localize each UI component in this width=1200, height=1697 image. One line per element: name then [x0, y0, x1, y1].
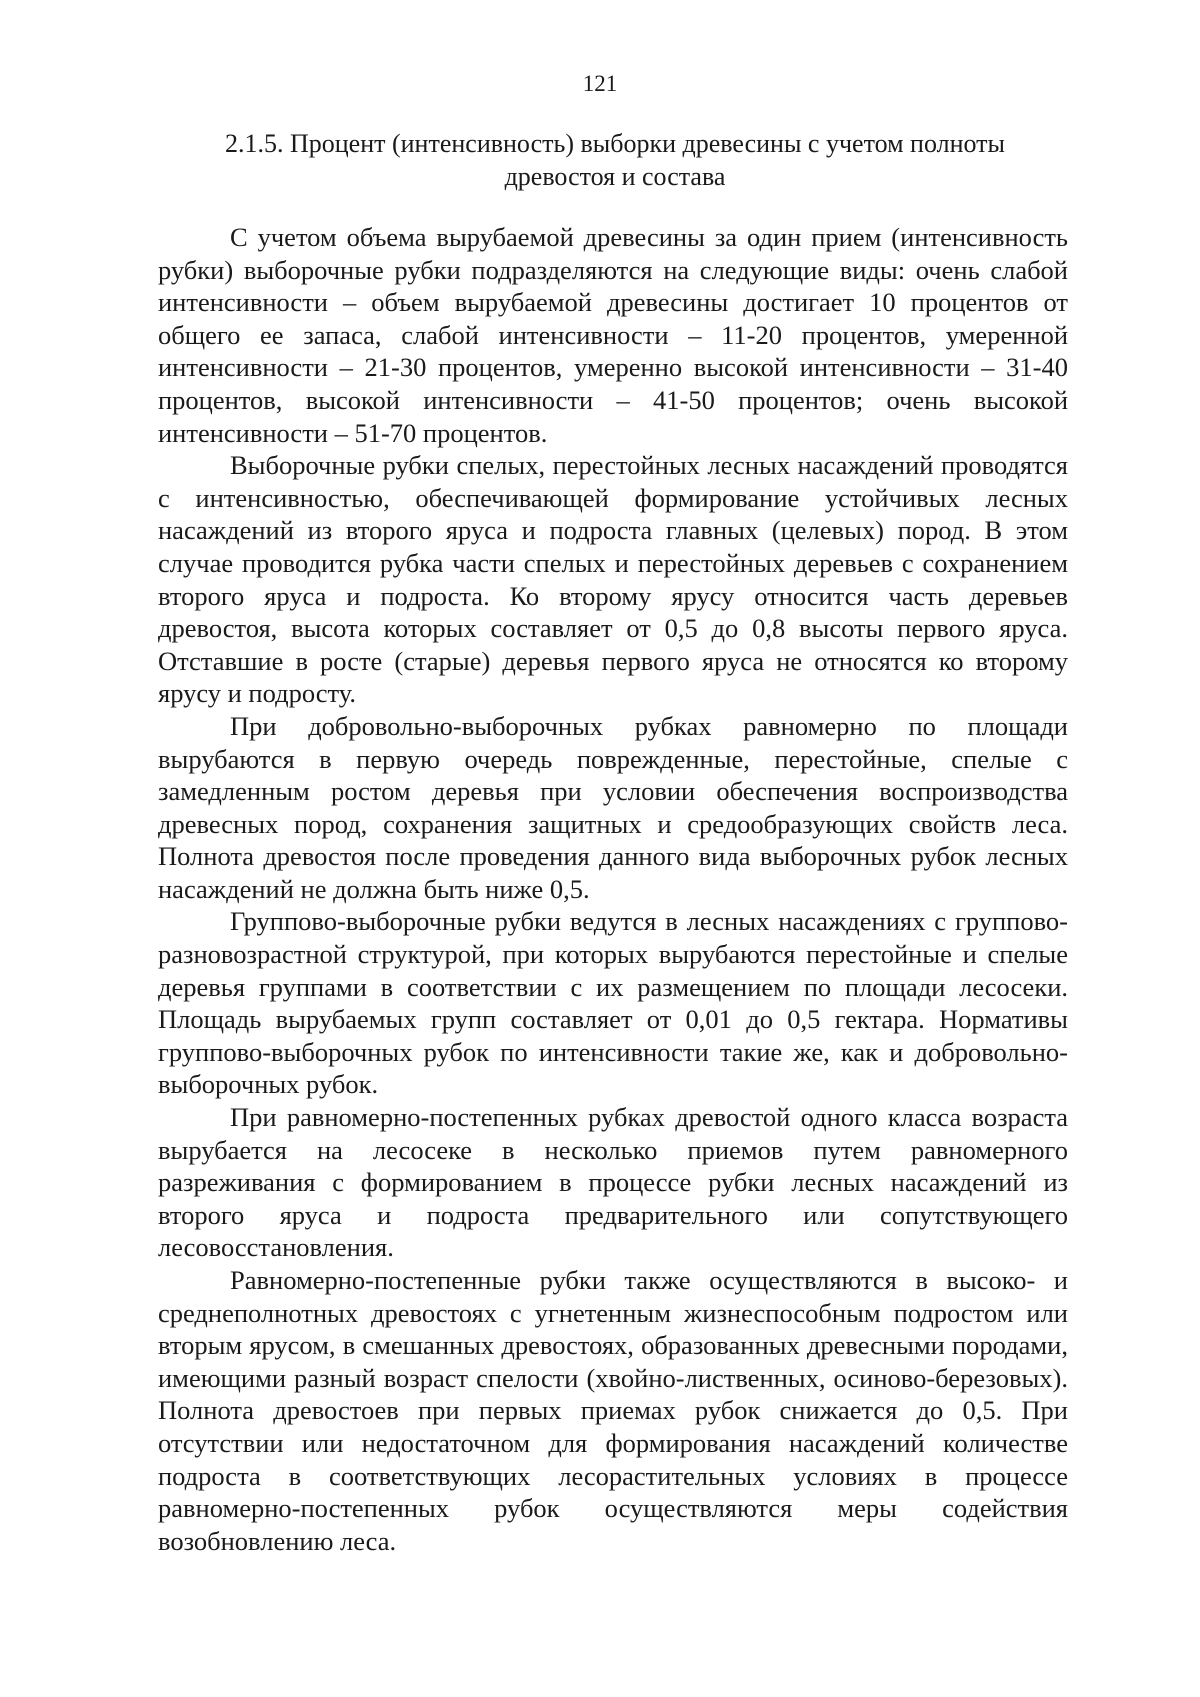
- paragraph-voluntary-selective: При добровольно-выборочных рубках равномерно по площади вырубаются в первую очередь поврежденные, перестойные, спелые с замедленным ростом деревья при условии обеспечения воспроизводства древесных пород, сохранения защитных и средообразующих свойств леса. Полнота древостоя после проведения данного вида выборочных рубок лесных насаждений не должна быть ниже 0,5.: [158, 710, 1068, 904]
- paragraph-uniform-gradual-mixed: Равномерно-постепенные рубки также осуществляются в высоко- и среднеполнотных древостоях с угнетенным жизнеспособным подростом или вторым ярусом, в смешанных древостоях, образованных древесными породами, имеющими разный возраст спелости (хвойно-лиственных, осиново-березовых). Полнота древостоев при первых приемах рубок снижается до 0,5. При отсутствии или недостаточном для формирования насаждений количестве подроста в соответствующих лесорастительных условиях в процессе равномерно-постепенных рубок осуществляются меры содействия возобновлению леса.: [158, 1265, 1068, 1556]
- paragraph-intensity-types: С учетом объема вырубаемой древесины за один прием (интенсивность рубки) выборочные рубки подразделяются на следующие виды: очень слабой интенсивности – объем вырубаемой древесины достигает 10 процентов от общего ее запаса, слабой интенсивности – 11-20 процентов, умеренной интенсивности – 21-30 процентов, умеренно высокой интенсивности – 31-40 процентов, высокой интенсивности – 41-50 процентов; очень высокой интенсивности – 51-70 процентов.: [158, 222, 1068, 448]
- body-text: [158, 221, 1068, 1557]
- paragraph-uniform-gradual: При равномерно-постепенных рубках древостой одного класса возраста вырубается на лесосеке в несколько приемов путем равномерного разреживания с формированием в процессе рубки лесных насаждений из второго яруса и подроста предварительного или сопутствующего лесовосстановления.: [158, 1102, 1068, 1263]
- section-heading: 2.1.5. Процент (интенсивность) выборки древесины с учетом полноты древостоя и состава: [224, 129, 1006, 191]
- paragraph-mature-stands: Выборочные рубки спелых, перестойных лесных насаждений проводятся с интенсивностью, обеспечивающей формирование устойчивых лесных насаждений из второго яруса и подроста главных (целевых) пород. В этом случае проводится рубка части спелых и перестойных деревьев с сохранением второго яруса и подроста. Ко второму ярусу относится часть деревьев древостоя, высота которых составляет от 0,5 до 0,8 высоты первого яруса. Отставшие в росте (старые) деревья первого яруса не относятся ко второму ярусу и подросту.: [158, 450, 1068, 709]
- page-number: 121: [582, 71, 618, 96]
- paragraph-group-selective: Группово-выборочные рубки ведутся в лесных насаждениях с группово-разновозрастной структурой, при которых вырубаются перестойные и спелые деревья группами в соответствии с их размещением по площади лесосеки. Площадь вырубаемых групп составляет от 0,01 до 0,5 гектара. Нормативы группово-выборочных рубок по интенсивности такие же, как и добровольно-выборочных рубок.: [158, 906, 1068, 1100]
